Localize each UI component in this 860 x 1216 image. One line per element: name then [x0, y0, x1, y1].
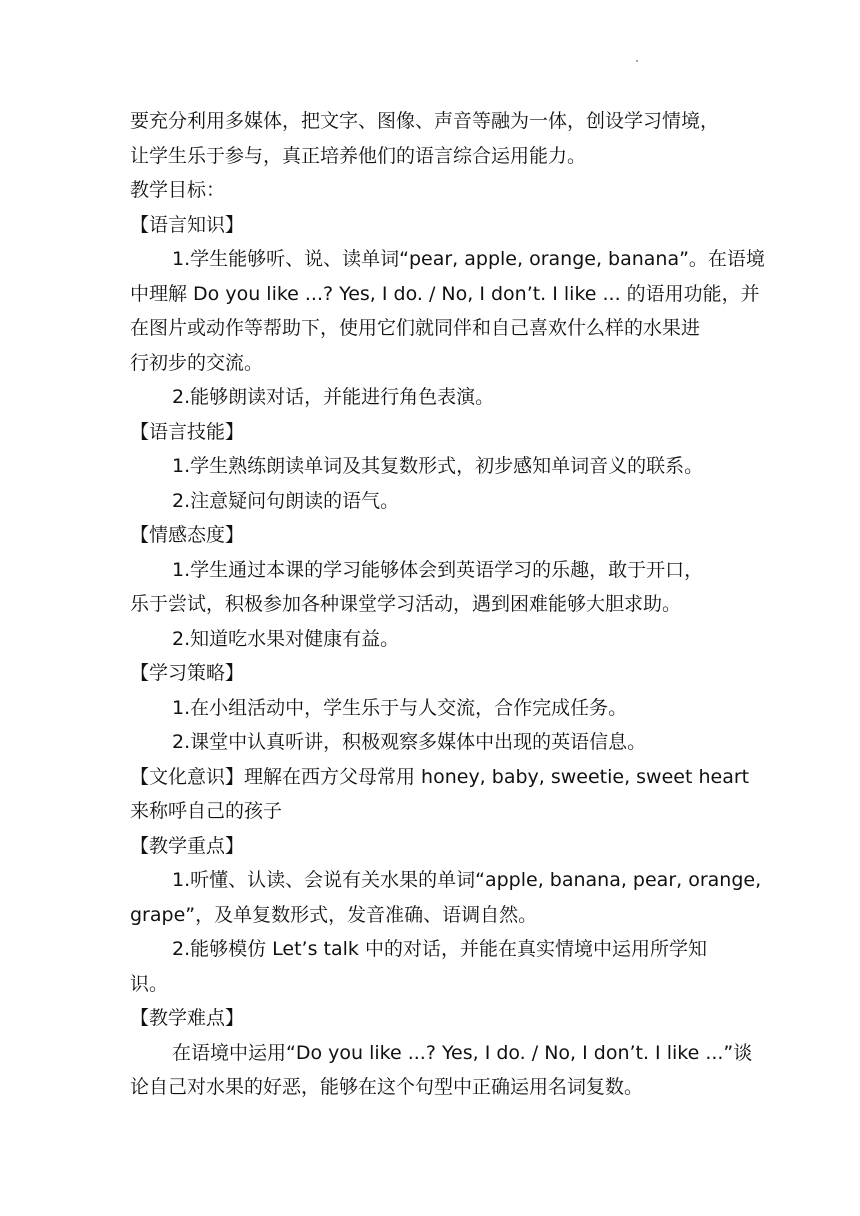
- section-heading: 教学目标：: [130, 179, 226, 201]
- text-line: 在图片或动作等帮助下，使用它们就同伴和自己喜欢什么样的水果进: [130, 317, 701, 339]
- text-line: 2.能够朗读对话，并能进行角色表演。: [172, 386, 495, 408]
- text-line: 乐于尝试，积极参加各种课堂学习活动，遇到困难能够大胆求助。: [130, 593, 682, 615]
- text-line: 识。: [130, 972, 169, 995]
- text-line: 中理解 Do you like ...? Yes, I do. / No, I don’t. I like ... 的语用功能，并: [130, 282, 760, 305]
- section-heading: 【语言知识】: [130, 213, 245, 236]
- text-line: 来称呼自己的孩子: [130, 800, 283, 822]
- text-line: grape”，及单复数形式，发音准确、语调自然。: [130, 903, 538, 926]
- page-mark-dot: [636, 60, 638, 62]
- text-line: 论自己对水果的好恶，能够在这个句型中正确运用名词复数。: [130, 1076, 644, 1098]
- text-line: 【文化意识】理解在西方父母常用 honey, baby, sweetie, sweet heart: [130, 765, 750, 788]
- text-line: 行初步的交流。: [130, 351, 264, 374]
- section-heading: 【教学重点】: [130, 834, 245, 857]
- text-line: 2.能够模仿 Let’s talk 中的对话，并能在真实情境中运用所学知: [172, 938, 707, 960]
- section-heading: 【情感态度】: [130, 524, 245, 546]
- text-line: 2.知道吃水果对健康有益。: [172, 627, 400, 650]
- text-line: 1.听懂、认读、会说有关水果的单词“apple, banana, pear, orange,: [172, 869, 762, 891]
- text-line: 在语境中运用“Do you like ...? Yes, I do. / No, I don’t. I like ...”谈: [172, 1041, 753, 1064]
- text-line: 2.课堂中认真听讲，积极观察多媒体中出现的英语信息。: [172, 731, 647, 753]
- section-heading: 【学习策略】: [130, 662, 245, 684]
- section-heading: 【教学难点】: [130, 1007, 245, 1029]
- text-line: 1.学生熟练朗读单词及其复数形式，初步感知单词音义的联系。: [172, 455, 704, 477]
- text-line: 1.学生能够听、说、读单词“pear, apple, orange, banana”。在语境: [172, 248, 765, 270]
- text-line: 1.学生通过本课的学习能够体会到英语学习的乐趣，敢于开口，: [172, 558, 704, 581]
- document-body: [130, 104, 765, 1105]
- text-line: 让学生乐于参与，真正培养他们的语言综合运用能力。: [130, 144, 587, 167]
- text-line: 2.注意疑问句朗读的语气。: [172, 489, 400, 512]
- text-line: 要充分利用多媒体，把文字、图像、声音等融为一体，创设学习情境，: [130, 110, 720, 132]
- text-line: 1.在小组活动中，学生乐于与人交流，合作完成任务。: [172, 696, 628, 719]
- section-heading: 【语言技能】: [130, 420, 245, 443]
